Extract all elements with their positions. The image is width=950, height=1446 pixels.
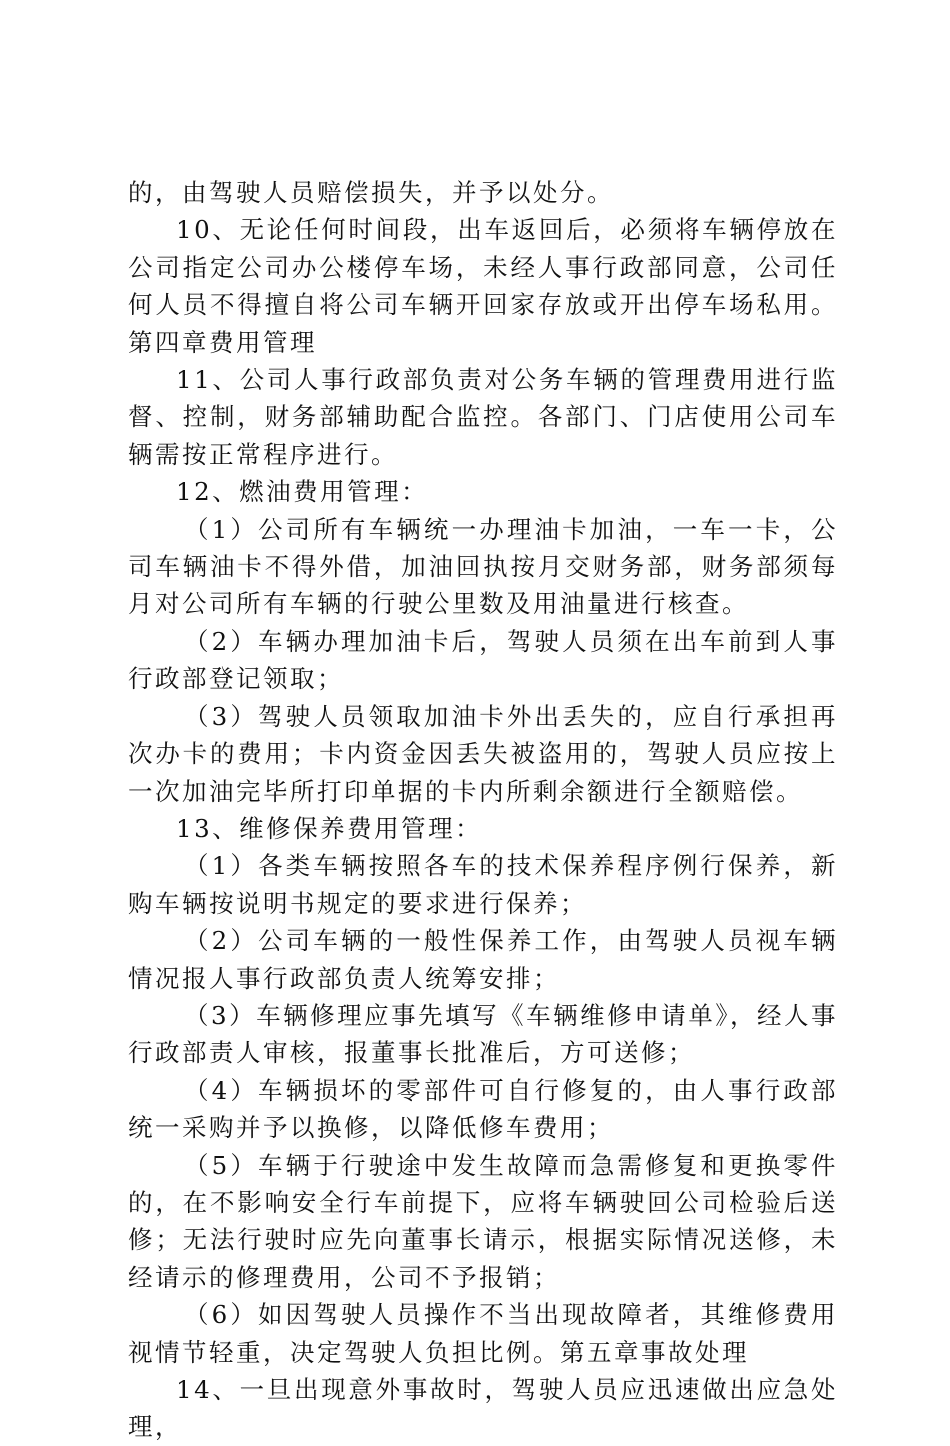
paragraph-item-10: 10、无论任何时间段，出车返回后，必须将车辆停放在公司指定公司办公楼停车场，未经人事行政部同意，公司任何人员不得擅自将公司车辆开回家存放或开出停车场私用。第四章费用管理 bbox=[128, 215, 838, 357]
paragraph-continuation: 的，由驾驶人员赔偿损失，并予以处分。 bbox=[128, 178, 614, 207]
paragraph-item-13-3: （3）车辆修理应事先填写《车辆维修申请单》，经人事行政部责人审核，报董事长批准后，方可送修； bbox=[128, 1000, 838, 1068]
paragraph-item-13-heading: 13、维修保养费用管理： bbox=[176, 813, 483, 843]
paragraph-item-12-1: （1）公司所有车辆统一办理油卡加油，一车一卡，公司车辆油卡不得外借，加油回执按月交财务部，财务部须每月对公司所有车辆的行驶公里数及用油量进行核查。 bbox=[128, 514, 838, 619]
paragraph-item-12-2: （2）车辆办理加油卡后，驾驶人员须在出车前到人事行政部登记领取； bbox=[128, 626, 838, 694]
paragraph-item-13-1: （1）各类车辆按照各车的技术保养程序例行保养，新购车辆按说明书规定的要求进行保养； bbox=[128, 851, 838, 918]
paragraph-item-14: 14、一旦出现意外事故时，驾驶人员应迅速做出应急处理， bbox=[128, 1375, 838, 1442]
document-body bbox=[128, 174, 838, 1446]
paragraph-item-12-3: （3）驾驶人员领取加油卡外出丢失的，应自行承担再次办卡的费用；卡内资金因丢失被盗用的，驾驶人员应按上一次加油完毕所打印单据的卡内所剩余额进行全额赔偿。 bbox=[128, 701, 838, 806]
paragraph-item-11: 11、公司人事行政部负责对公务车辆的管理费用进行监督、控制，财务部辅助配合监控。各部门、门店使用公司车辆需按正常程序进行。 bbox=[128, 365, 838, 469]
paragraph-item-13-5: （5）车辆于行驶途中发生故障而急需修复和更换零件的，在不影响安全行车前提下，应将车辆驶回公司检验后送修；无法行驶时应先向董事长请示，根据实际情况送修，未经请示的修理费用，公司不予报销； bbox=[128, 1150, 838, 1292]
paragraph-item-13-6: （6）如因驾驶人员操作不当出现故障者，其维修费用视情节轻重，决定驾驶人负担比例。第五章事故处理 bbox=[128, 1300, 838, 1367]
paragraph-item-13-2: （2）公司车辆的一般性保养工作，由驾驶人员视车辆情况报人事行政部负责人统筹安排； bbox=[128, 926, 838, 993]
paragraph-item-12-heading: 12、燃油费用管理： bbox=[176, 477, 429, 507]
paragraph-item-13-4: （4）车辆损坏的零部件可自行修复的，由人事行政部统一采购并予以换修，以降低修车费用； bbox=[128, 1075, 838, 1143]
